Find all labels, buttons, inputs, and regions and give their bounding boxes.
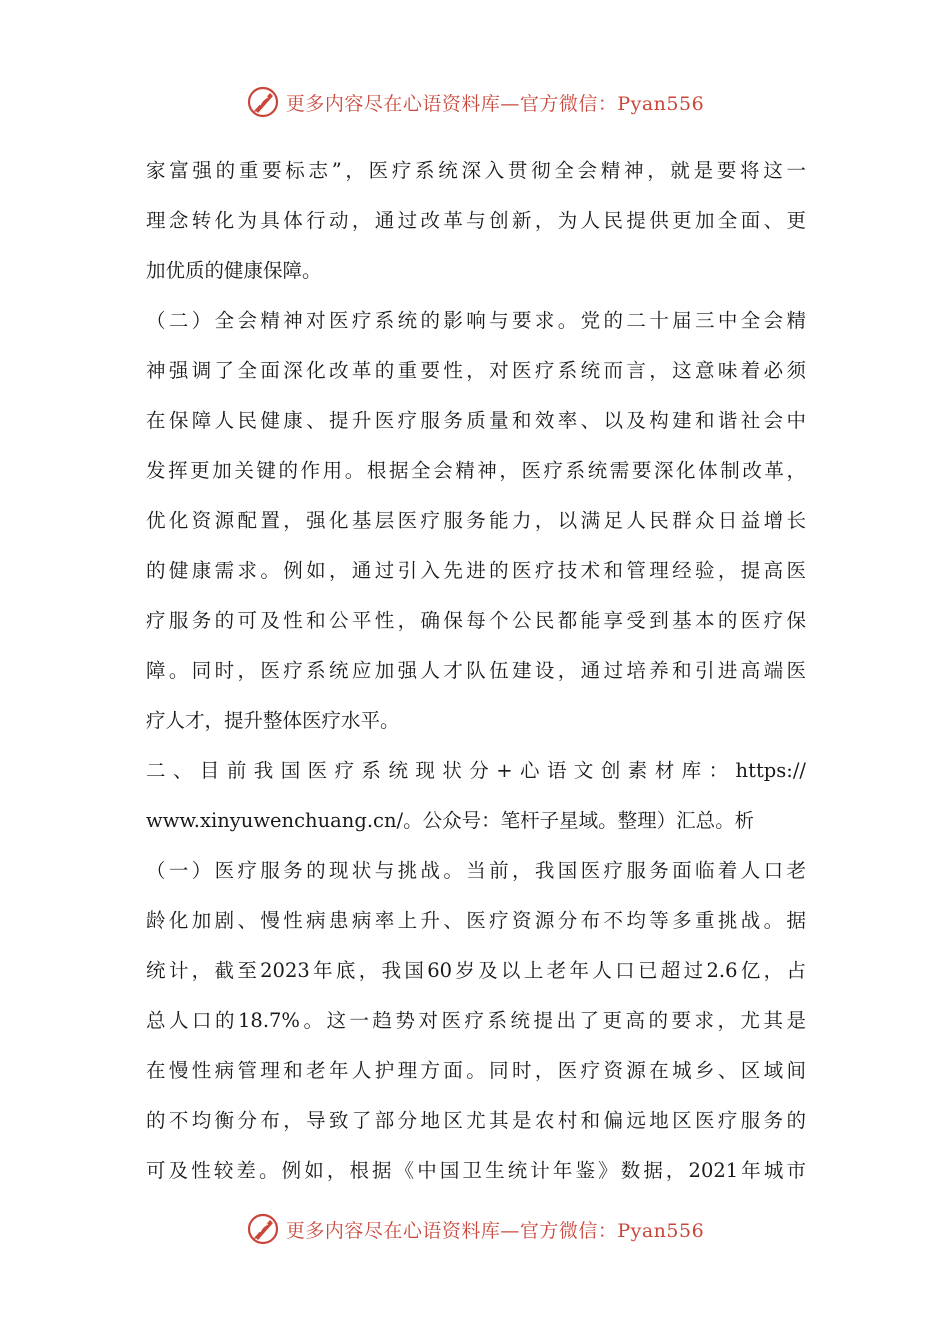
section-heading-line: 二、目前我国医疗系统现状分+心语文创素材库：https://	[146, 759, 806, 782]
footer-watermark-banner	[0, 1207, 950, 1251]
text-line: 在保障人民健康、提升医疗服务质量和效率、以及构建和谐社会中	[146, 409, 806, 432]
text-line: 的健康需求。例如，通过引入先进的医疗技术和管理经验，提高医	[146, 559, 806, 582]
text-line: 在慢性病管理和老年人护理方面。同时，医疗资源在城乡、区域间	[146, 1059, 806, 1082]
text-line: 疗服务的可及性和公平性，确保每个公民都能享受到基本的医疗保	[146, 609, 806, 632]
text-line: 家富强的重要标志”，医疗系统深入贯彻全会精神，就是要将这一	[146, 159, 806, 182]
text-line: 理念转化为具体行动，通过改革与创新，为人民提供更加全面、更	[146, 209, 806, 232]
text-line: 总人口的18.7%。这一趋势对医疗系统提出了更高的要求，尤其是	[146, 1009, 806, 1032]
header-banner-text: 更多内容尽在心语资料库—官方微信：Pyan556	[285, 92, 705, 115]
text-line: 神强调了全面深化改革的重要性，对医疗系统而言，这意味着必须	[146, 359, 806, 382]
text-line: 龄化加剧、慢性病患病率上升、医疗资源分布不均等多重挑战。据	[146, 909, 806, 932]
text-line: （二）全会精神对医疗系统的影响与要求。党的二十届三中全会精	[146, 309, 806, 332]
quill-logo-icon	[246, 1212, 280, 1246]
text-line: 障。同时，医疗系统应加强人才队伍建设，通过培养和引进高端医	[146, 659, 806, 682]
document-body	[146, 146, 806, 1196]
text-line: 发挥更加关键的作用。根据全会精神，医疗系统需要深化体制改革，	[146, 459, 806, 482]
text-line: www.xinyuwenchuang.cn/。公众号：笔杆子星域。整理）汇总。析	[146, 809, 755, 832]
text-line: 疗人才，提升整体医疗水平。	[146, 709, 400, 732]
quill-logo-icon	[246, 85, 280, 119]
text-line: 加优质的健康保障。	[146, 259, 322, 282]
header-watermark-banner	[0, 80, 950, 124]
text-line: 优化资源配置，强化基层医疗服务能力，以满足人民群众日益增长	[146, 509, 806, 532]
text-line: 的不均衡分布，导致了部分地区尤其是农村和偏远地区医疗服务的	[146, 1109, 806, 1132]
text-line: 统计，截至2023年底，我国60岁及以上老年人口已超过2.6亿，占	[146, 959, 806, 982]
text-line: （一）医疗服务的现状与挑战。当前，我国医疗服务面临着人口老	[146, 859, 806, 882]
footer-banner-text: 更多内容尽在心语资料库—官方微信：Pyan556	[285, 1219, 705, 1242]
text-line: 可及性较差。例如，根据《中国卫生统计年鉴》数据，2021年城市	[146, 1159, 806, 1182]
